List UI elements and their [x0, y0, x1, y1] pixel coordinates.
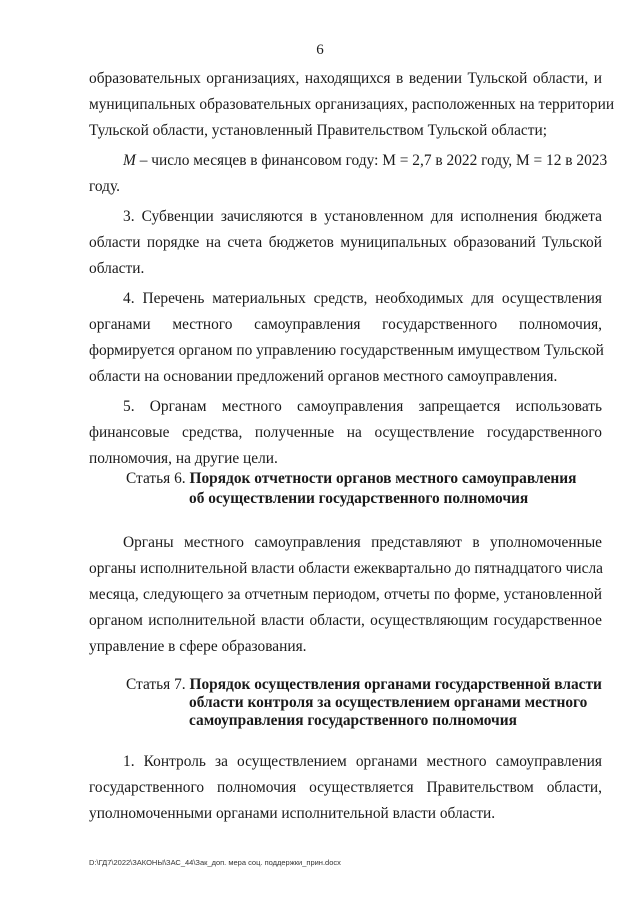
text-line: формируется органом по управлению государственным имуществом Тульской [89, 342, 604, 359]
article-6-heading [126, 470, 576, 507]
text-line: государственного полномочия осуществляется Правительством области, [89, 779, 602, 796]
text-line: 4. Перечень материальных средств, необходимых для осуществления [123, 290, 602, 307]
text-line-rest: – число месяцев в финансовом году: М = 2,7 в 2022 году, М = 12 в 2023 [139, 152, 608, 169]
text-line: Тульской области, установленный Правительством Тульской области; [89, 122, 547, 139]
paragraph [89, 749, 602, 827]
paragraph [89, 286, 602, 390]
text-line [89, 148, 608, 174]
text-line: полномочия, на другие цели. [89, 450, 278, 467]
article-label: Статья 7. [126, 676, 186, 693]
paragraph [89, 148, 608, 200]
paragraph [89, 394, 602, 472]
article-title-line: самоуправления государственного полномочия [189, 712, 517, 729]
text-line: 5. Органам местного самоуправления запрещается использовать [123, 398, 602, 415]
text-line: органами местного самоуправления государственного полномочия, [89, 316, 602, 333]
article-title: Порядок отчетности органов местного самоуправления [189, 470, 577, 487]
article-title: Порядок осуществления органами государственной власти [189, 676, 602, 693]
variable-m: М [123, 152, 136, 169]
paragraph [89, 66, 615, 144]
article-title-line: области контроля за осуществлением органами местного [189, 694, 588, 711]
text-line: Органы местного самоуправления представляют в уполномоченные [123, 534, 602, 551]
text-line: образовательных организациях, находящихся в ведении Тульской области, и [89, 70, 602, 87]
text-line: области. [89, 260, 145, 277]
text-line: области на основании предложений органов местного самоуправления. [89, 368, 558, 385]
paragraph [89, 530, 602, 660]
text-line: 1. Контроль за осуществлением органами местного самоуправления [123, 753, 602, 770]
text-line: органы исполнительной власти области ежеквартально до пятнадцатого числа [89, 560, 603, 577]
text-line: месяца, следующего за отчетным периодом, отчеты по форме, установленной [89, 586, 602, 603]
text-line: финансовые средства, полученные на осуществление государственного [89, 424, 602, 441]
text-line: уполномоченными органами исполнительной власти области. [89, 805, 496, 822]
article-7-heading [126, 676, 602, 729]
paragraph [89, 204, 602, 282]
text-line: году. [89, 178, 121, 195]
text-line: 3. Субвенции зачисляются в установленном для исполнения бюджета [123, 208, 602, 225]
text-line: органом исполнительной власти области, осуществляющим государственное [89, 612, 602, 629]
text-line: области порядке на счета бюджетов муниципальных образований Тульской [89, 234, 602, 251]
article-7-body [89, 749, 602, 827]
page-number: 6 [316, 42, 324, 58]
article-6-body [89, 530, 602, 660]
article-label: Статья 6. [126, 470, 186, 487]
article-title-line: об осуществлении государственного полномочия [189, 490, 529, 507]
text-line: муниципальных образовательных организациях, расположенных на территории [89, 96, 615, 113]
footer-file-path: D:\ГД7\2022\ЗАКОНЫ\ЗАС_44\Зак_доп. мера соц. поддержки_прин.docx [89, 858, 341, 867]
document-body [89, 66, 615, 472]
text-line: управление в сфере образования. [89, 638, 307, 655]
